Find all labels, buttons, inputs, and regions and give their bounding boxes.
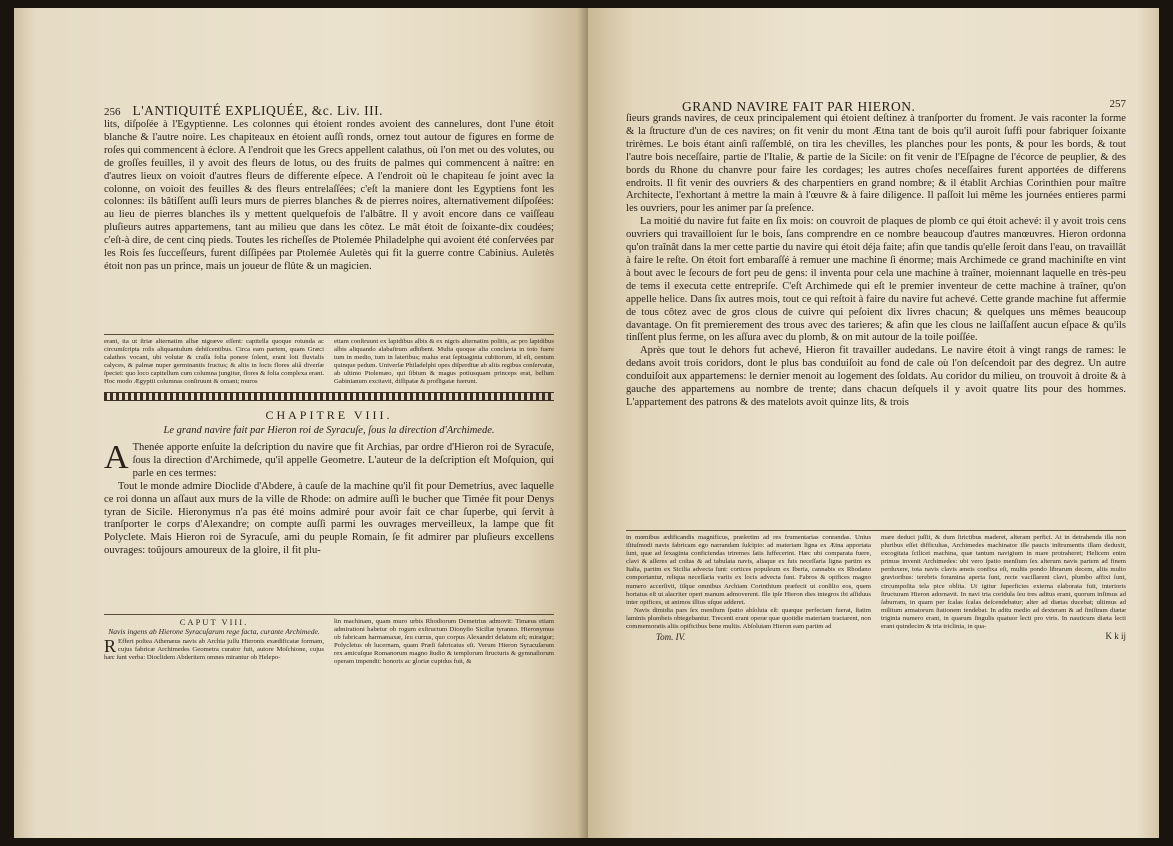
right-page (588, 8, 1159, 838)
ornament-band (104, 392, 554, 401)
page-number-right: 257 (1109, 98, 1126, 110)
running-head-right: GRAND NAVIRE FAIT PAR HIERON. (682, 99, 916, 114)
caput-column-2: lin machinam, quam muro urbis Rhodiorum Demetrius admovit: Timæus etiam admirationi habetur ob rogum exſtructum Dionyſio Siciliæ tyranno. Hieronymus ob fabricam harmamaxæ, ſeu currus, quo corpus Alexandri delatum eſt; miratgur; Polycletus ob lucernam, quam Præſi fabricatus eſt. Verum Hieron Syracuſarum rex amicuſque Romanorum magno ſtudio & templorum ſtructuris & gymnaſiorum operam impendit: honoris ac gloriæ cupidus fuit, & (334, 618, 554, 666)
drop-cap: A (104, 439, 129, 476)
page-number-left: 256 (104, 106, 121, 118)
left-page (14, 8, 588, 838)
caput-title: CAPUT VIII. (179, 617, 249, 627)
caput-subtitle: Navis ingens ab Hierone Syracuſarum rege facta, curante Archimede. (108, 627, 320, 637)
chapter-subtitle: Le grand navire fait par Hieron roi de Syracuſe, ſous la direction d'Archimede. (163, 425, 495, 436)
caput-drop-cap: R (104, 636, 117, 657)
running-head-left: L'ANTIQUITÉ EXPLIQUÉE, &c. Liv. III. (132, 103, 383, 118)
main-text-right: ſieurs grands navires, de ceux principalement qui étoient deſtinez à tranſporter du froment. Je vais raconter la forme & la ſtructure d'un de ces navires; on fit venir du mont Ætna tant de bois qu'il auroit ſuffi pour fabriquer ſoixante trirèmes. Le bois étant ainſi raſſemblé, on tira les chevilles, les planches pour les ponts, & pour les bords, & tout l'autre bois neceſſaire, partie de l'Italie, & partie de la Sicile: on fit venir de l'Eſpagne de l'écorce de peuplier, & des bords du Rhone du chanvre pour faire les cordages; les autres choſes neceſſaires furent apportées de differens endroits. Il fit venir des ouvriers & des charpentiers en grand nombre; & il établit Archias Corinthien pour maître Architecte, l'exhortant à mettre la main à l'œuvre & à faire diligence. Il paſſoit lui même les journées entieres parmi les ouvriers, pour les animer par ſa preſence. La moitié du navire fut faite en ſix mois: on couvroit de plaques de plomb ce qui étoit achevé: il y avoit trois cens ouvriers qui travailloient ſur le bois, ſans comprendre en ce nombre beaucoup d'autres manœuvres. Hieron ordonna qu'on traînât dans la mer cette partie du navire qui étoit déja faite; afin que tandis qu'elle ſeroit dans l'eau, on travaillât à faire le reſte. On étoit fort embaraſſé à remuer une machine ſi énorme; mais Archimede ce grand machiniſte en vint à bout avec le ſecours de fort peu de gens: il inventa pour cela une machine à traîner, moiennant laquelle en très-peu de tems il executa cette entrepriſe. C'eſt Archimede qui eſt le premier inventeur de cette machine à traîner, qu'on appelle helice. Dans ſix autres mois, tout ce qui reſtoit à faire du navire fut achevé. Cette grande machine fut affermie de tous côtez avec de gros clous de cuivre qui peſoient dix livres chacun; & quelques uns mêmes beaucoup davantage. On fit premierement des trous avec des tarieres; & afin que les clous ne laiſſaſſent aucun eſpace & qu'ils tinſſent plus ferme, on les aſſura avec du plomb, & on mit autour de la toile poiſſée. Après que tout le dehors fut achevé, Hieron fit travailler audedans. Le navire étoit à vingt rangs de rames: le dedans avoit trois coridors, dont le plus bas conduiſoit au fond de cale où l'on deſcendoit par des degrez. Un autre conduiſoit aux appartemens: le dernier menoit au logement des ſoldats. Au coridor du milieu, on trouvoit à droite & à gauche des appartemens au nombre de trente; dans chacun deſquels il y avoit quatre lits pour des hommes. L'appartement des patrons & des matelots avoit quinze lits, & trois (626, 113, 1126, 408)
note-column-1: erant, ita ut ſtriæ alternatim albæ nigræve eſſent: capitella quoque rotunda ac circumſcripta roſis aliquantulum dehiſcentibus. Circa eam partem, quam Græci calathos vocant, ubi volutæ & craſſa folia ponere ſolent, erant loti fluvialis calyces, & palmæ nuper germinantis fructus; & aliis in locis flores aliâ diverſæ ſpeciei: quo loco capitellum cum columna jungitur, flores & folia complexa erant. Hoc modo Ægyptii columnas conſtruunt & ornant; muros (104, 338, 324, 386)
chapter-title: CHAPITRE VIII. (265, 408, 393, 422)
caput-column-1: CAPUT VIII. Navis ingens ab Hierone Syracuſarum rege facta, curante Archimede. R Effert poſtea Athenæus navis ab Archia juſſu Hieronis exædificatæ formam, cujus fabricæ Archimedes Geometra curator fuit, autore Moſchione, cujus hæc ſunt verba: Dioclidem Abderitem omnes mirantur ob Helepo- (104, 617, 324, 662)
latin-notes-right (626, 534, 1126, 804)
catchword: K k ij (1105, 631, 1126, 642)
chapter-text: A Thenée apporte enſuite la deſcription du navire que fit Archias, par ordre d'Hieron roi de Syracuſe, ſous la direction d'Archimede, qu'il appelle Geometre. L'auteur de la deſcription eſt Moſquion, qui parle en ces termes: Tout le monde admire Dioclide d'Abdere, à cauſe de la machine qu'il fit pour Demetrius, avec laquelle ce roi donna un aſſaut aux murs de la ville de Rhode: on admire auſſi le bucher que Timée fit pour Denys tyran de Sicile. Hieronymus n'a pas été moins admiré pour avoir fait ce char ſuperbe, qui ſervit à tranſporter le corps d'Alexandre; on compte auſſi parmi les ouvrages merveilleux, la lampe que fit Polyclete. Mais Hieron roi de Syracuſe, ami du peuple Romain, ſe fit admirer par pluſieurs excellens ouvrages: toûjours amoureux de la gloire, il fit plu- (104, 439, 554, 557)
caput-section (104, 618, 554, 667)
note-column-2: etiam conſtruunt ex lapidibus albis & ex nigris alternatim poſitis, ac pro lapidibus albis aliquando alabaſtrum adhibent. Multa quoque alia conclavia in toto fuere tum in medio, tum in lateribus; malus erat ſeptuaginta cubitorum, id eſt, centum quinque pedum. Univerſæ Philadelphi opes diſperditæ ab aliis regibus conſervatæ, ab ultimo Ptolemæo, qui ſibium & magus potiusquam princeps erat, bellum Gabinianum excitavit, diſſipatæ & profligatæ fuerunt. (334, 338, 554, 386)
caput-divider (104, 614, 554, 615)
note-column-2-right: mare deduci juſſit, & dum ſtrictibus maderet, alteram perfici. At in detrahenda illa non pluribus eſſet difficultas, Archimedes machinator ille paucis inſtrumentis illam deduxit, excogitata ſcilicet machina, quæ tantum navigium in mare protraheret; Helicem enim primus invenit Archimedes: ubi vero ſpatio menſium ſex alterum navis partem ad finem perduxere, tota navis clavis æneis confixa eſt, multis pondo librarum decem, aliis multo gravioribus: terebris foramina aperta ſunt, recte vacillarent clavi, plumbo affixi ſunt, circumpoſita tela pice oblita. Ut igitur ſuperficies externa elaborata fuit, interioris ſtructuram Hieron adornavit. In navi tria coridula ſeu tres aditus erant, quorum infimus ad ſaburram, in quam per ſcalas ſcalas deſcendebatur; alter ad diætas ducebat; ultimus ad militum armatorum ſtationem tendebat. In aditu medio ad dexteram & ad ſiniſtram diætæ triginta numero erant, in quarum ſingulis quatuor lecti pro viris. In nauticum diæta lecti erant quindecim & tria triclinia, in qua- K k ij (881, 534, 1126, 642)
latin-notes-left (104, 338, 554, 387)
note-column-1-right: in mœnibus ædificandis magnificus, præſertim ad res frumentarias conrandas. Unius iſtiuſmodi navis fabricam ego narrandam ſuſcipio: ad materiam ligna ex Ætna apportata ſunt, quæ ad ſexaginta conficiendas triremes ſatis ſuffecerint. Hæc ubi comparata fuere, clavi & aſſeres ad coſtas & ad tabulata navis, aliaque ex ſuis neceſſaria ligna partim ex Italia, partim ex Sicilia advecta ſunt: cortices populeum ex Iberia, cannabis ex Rhodano comportantur, reliqua neceſſaria variis ex locis advecta ſunt. Fabros & opifices magno numero accerſivit, iiſque omnibus Archiam Corinthium præfecit ut conſilio eos, quem hortatus eſt ut alacriter operi manum admoverent. Ille ipſe Hieron dies integros ibi aſſiduus inter opifices, ut animos illius uſque adderet. Navis dimidia pars ſex menſium ſpatio abſoluta eſt: quæque perfectam fuerat, ſtatim laminis plumbeis obtegebantur. Trecenti erant operæ quæ quotidie materiam tractarent, non commemoratis aliis opificibus bene multis. Abſolutam Hieron eam partim ad Tom. IV. (626, 534, 871, 643)
signature-mark: Tom. IV. (656, 632, 686, 643)
note-divider-left (104, 334, 554, 335)
note-divider-right (626, 530, 1126, 531)
main-text-left: lits, diſpoſée à l'Egyptienne. Les colonnes qui étoient rondes avoient des cannelures, dont l'une étoit blanche & l'autre noire. Les chapiteaux en étoient auſſi ronds, ornez tout autour de figures en forme de roſes qui commencent à éclore. A l'endroit que les Grecs appellent calathus, où l'on met ou des volutes, ou de groſſes feuilles, il y avoit des fleurs de lotus, ou des fruits de palmes qui commencent à naître: en d'autres lieux on voioit d'autres fleurs de differente eſpece. A l'endroit où le chapiteau ſe joint avec la colonne, on voioit des feuilles & des fleurs entrelaſſées; c'eſt la maniere dont les Egyptiens font les colonnes: ils bâtiſſent auſſi leurs murs de pierres blanches & de pierres noires, alternativement diſpoſées: au lieu de pierres blanches ils y mettent quelquefois de l'albâtre. Il y avoit encore dans ce vaiſſeau pluſieurs autres appartemens, tant au milieu que dans les côtez. Le mât étoit de ſoixante-dix coudées; c'eſt-à dire, de cent cinq pieds. Toutes les richeſſes de Ptolemée Philadelphe qui avoient été conſervées par les Rois ſes ſucceſſeurs, furent diſſipées par Ptolemée Auletès qui fit la guerre contre Cabinius. Auletès étoit non pas un prince, mais un joueur de flûte & un magicien. (104, 119, 554, 272)
